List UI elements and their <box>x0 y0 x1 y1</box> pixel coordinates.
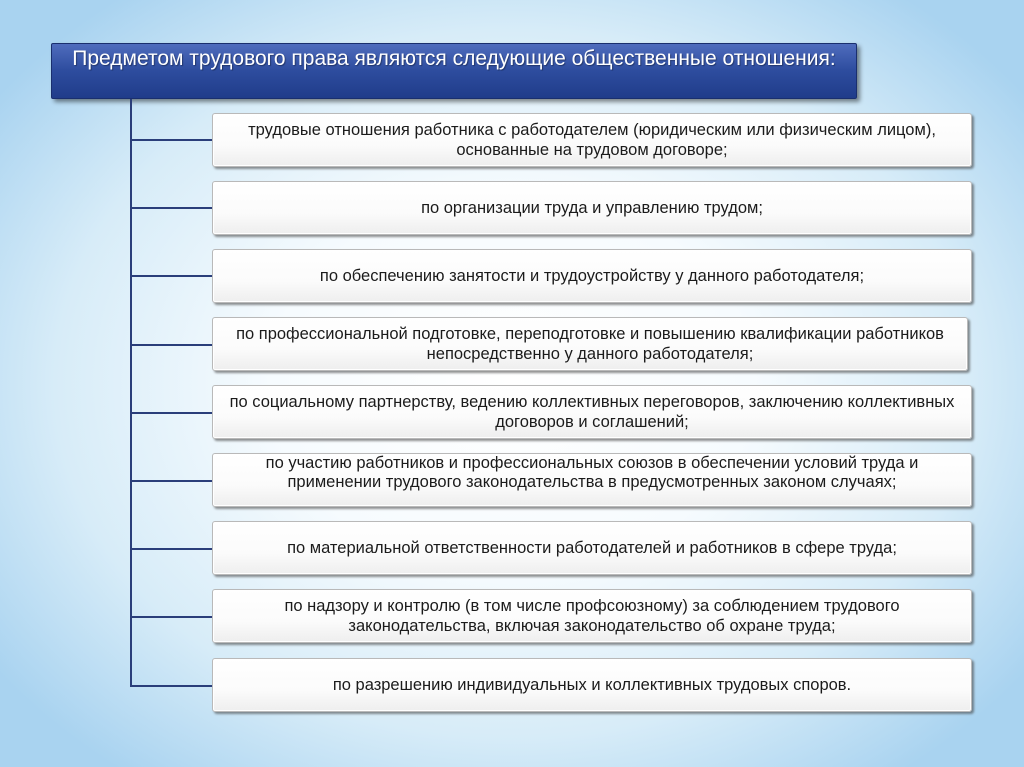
connector-branch <box>131 616 213 618</box>
connector-branch <box>131 344 213 346</box>
relation-item-trade-unions <box>212 453 972 507</box>
relation-item-text: по участию работников и профессиональных союзов в обеспечении условий труда и применении трудового законодательства в предусмотренных законом случаях; <box>265 454 919 491</box>
connector-branch <box>131 685 213 687</box>
relation-item-social-partnership <box>212 385 972 439</box>
connector-branch <box>131 548 213 550</box>
relation-item-text: по материальной ответственности работодателей и работников в сфере труда; <box>287 539 897 557</box>
connector-branch <box>131 412 213 414</box>
relation-item-text: по организации труда и управлению трудом; <box>421 199 763 217</box>
relation-item-text: по разрешению индивидуальных и коллективных трудовых споров. <box>332 676 852 694</box>
connector-trunk <box>130 99 132 687</box>
relation-item-professional-training <box>212 317 968 371</box>
diagram-title-text: Предметом трудового права являются следующие общественные отношения: <box>72 47 836 70</box>
relation-item-text: по надзору и контролю (в том числе профсоюзному) за соблюдением трудового законодательства, включая законодательство об охране труда; <box>284 597 900 635</box>
relation-item-employment <box>212 249 972 303</box>
relation-item-labor-relations <box>212 113 972 167</box>
connector-branch <box>131 480 213 482</box>
relation-item-text: по обеспечению занятости и трудоустройству у данного работодателя; <box>319 267 865 285</box>
connector-branch <box>131 275 213 277</box>
diagram-title <box>51 43 857 99</box>
relation-item-labor-organization <box>212 181 972 235</box>
relation-item-labor-disputes <box>212 658 972 712</box>
connector-branch <box>131 207 213 209</box>
relation-item-supervision <box>212 589 972 643</box>
relation-item-text: по социальному партнерству, ведению коллективных переговоров, заключению коллективных договоров и соглашений; <box>229 393 955 431</box>
relation-item-text: трудовые отношения работника с работодателем (юридическим или физическим лицом), основанные на трудовом договоре; <box>248 121 936 159</box>
relation-item-text: по профессиональной подготовке, переподготовке и повышению квалификации работников непосредственно у данного работодателя; <box>236 325 944 363</box>
relation-item-material-liability <box>212 521 972 575</box>
connector-branch <box>131 139 213 141</box>
